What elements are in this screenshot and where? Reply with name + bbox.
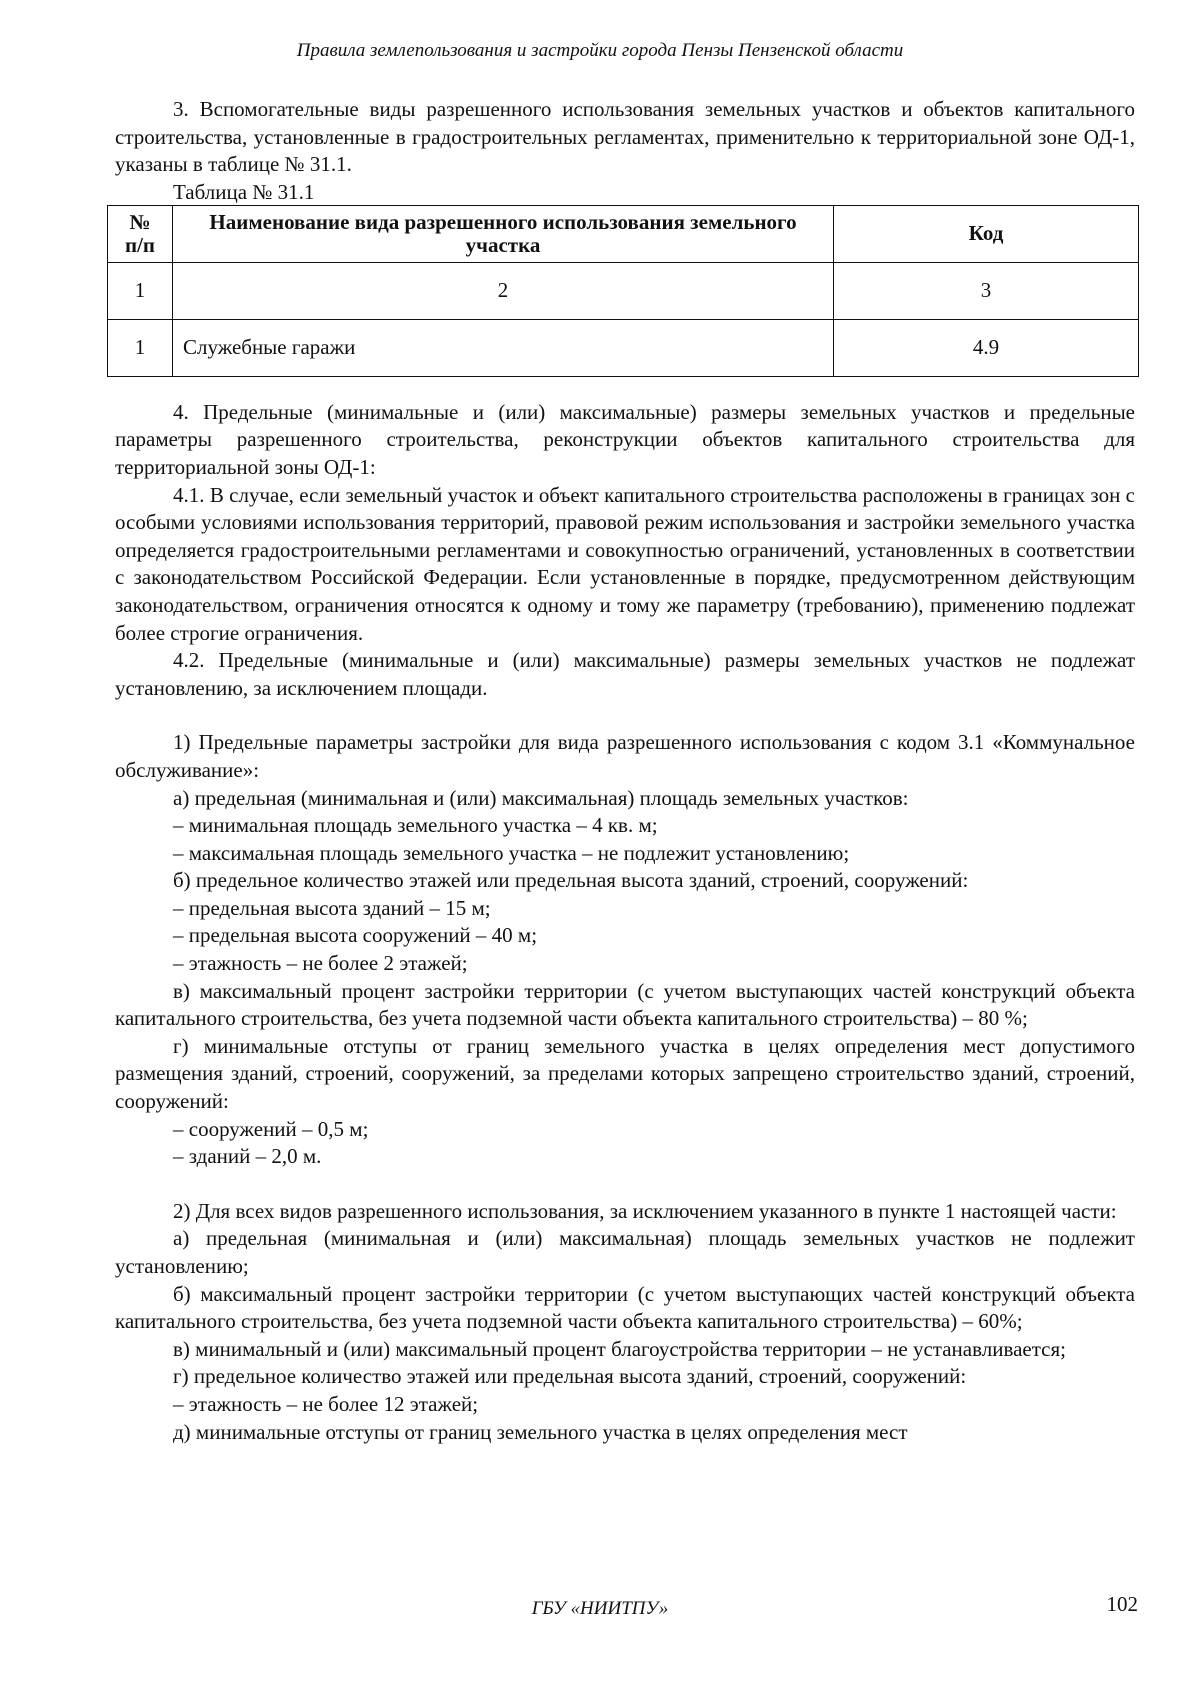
permitted-use-table — [107, 205, 1139, 377]
table-numbering-row — [108, 262, 1139, 319]
paragraph: – сооружений – 0,5 м; — [173, 1116, 369, 1141]
header-number: № п/п — [108, 205, 173, 262]
paragraph: д) минимальные отступы от границ земельного участка в целях определения мест — [173, 1419, 908, 1444]
table-cell: 1 — [108, 319, 173, 376]
paragraph: б) предельное количество этажей или предельная высота зданий, строений, сооружений: — [173, 868, 969, 893]
table-caption: Таблица № 31.1 — [173, 179, 315, 204]
paragraph: г) предельное количество этажей или предельная высота зданий, строений, сооружений: — [173, 1364, 967, 1389]
paragraph: 4.1. В случае, если земельный участок и объект капитального строительства расположены в границах зон с особыми условиями использования территорий, правовой режим использования и застройки земельного участка определяется градостроительными регламентами и совокупностью ограничений, установленных в соответствии с законодательством Российской Федерации. Если установленные в порядке, предусмотренном действующим законодательством, ограничения относятся к одному и тому же параметру (требованию), применению подлежат более строгие ограничения. — [115, 482, 1135, 645]
table-cell: 4.9 — [834, 319, 1139, 376]
paragraph-intro: 3. Вспомогательные виды разрешенного использования земельных участков и объектов капитального строительства, установленные в градостроительных регламентах, применительно к территориальной зоне ОД-1, указаны в таблице № 31.1. — [115, 97, 1135, 177]
paragraph: 4. Предельные (минимальные и (или) максимальные) размеры земельных участков и предельные параметры разрешенного строительства, реконструкции объектов капитального строительства для территориальной зоны ОД-1: — [115, 399, 1135, 479]
paragraph: – этажность – не более 12 этажей; — [173, 1391, 479, 1416]
paragraph: б) максимальный процент застройки территории (с учетом выступающих частей конструкций объекта капитального строительства, без учета подземной части объекта капитального строительства) – 60%; — [115, 1281, 1135, 1334]
paragraph: а) предельная (минимальная и (или) максимальная) площадь земельных участков не подлежит установлению; — [115, 1226, 1135, 1278]
paragraph: в) максимальный процент застройки территории (с учетом выступающих частей конструкций объекта капитального строительства, без учета подземной части объекта капитального строительства) – 80 %; — [115, 978, 1135, 1031]
paragraph: 1) Предельные параметры застройки для вида разрешенного использования с кодом 3.1 «Коммунальное обслуживание»: — [115, 730, 1135, 782]
paragraph: – предельная высота сооружений – 40 м; — [173, 923, 538, 948]
paragraph: в) минимальный и (или) максимальный процент благоустройства территории – не устанавливается; — [173, 1336, 1066, 1361]
header-use-name: Наименование вида разрешенного использования земельного участка — [173, 205, 834, 262]
footer-org: ГБУ «НИИТПУ» — [531, 1598, 669, 1619]
section-limits — [115, 399, 1135, 703]
table-cell: Служебные гаражи — [173, 319, 834, 376]
paragraph: – минимальная площадь земельного участка – 4 кв. м; — [173, 813, 658, 838]
table-cell: 3 — [834, 262, 1139, 319]
paragraph: а) предельная (минимальная и (или) максимальная) площадь земельных участков: — [173, 785, 909, 810]
paragraph: – максимальная площадь земельного участка – не подлежит установлению; — [173, 840, 850, 865]
table-header-row — [108, 205, 1139, 262]
section-all-uses — [115, 1198, 1135, 1446]
table-cell: 1 — [108, 262, 173, 319]
running-header: Правила землепользования и застройки города Пензы Пензенской области — [296, 40, 904, 61]
document-body — [115, 96, 1135, 1446]
header-code: Код — [834, 205, 1139, 262]
paragraph: – зданий – 2,0 м. — [173, 1144, 322, 1169]
section-utility-service — [115, 729, 1135, 1171]
paragraph: 4.2. Предельные (минимальные и (или) максимальные) размеры земельных участков не подлежат установлению, за исключением площади. — [115, 648, 1135, 700]
page-number: 102 — [1106, 1592, 1138, 1616]
paragraph: – этажность – не более 2 этажей; — [173, 951, 468, 976]
paragraph: 2) Для всех видов разрешенного использования, за исключением указанного в пункте 1 настоящей части: — [173, 1198, 1117, 1223]
paragraph: г) минимальные отступы от границ земельного участка в целях определения мест допустимого размещения зданий, строений, сооружений, за пределами которых запрещено строительство зданий, строений, сооружений: — [115, 1033, 1135, 1114]
table-cell: 2 — [173, 262, 834, 319]
table-row — [108, 319, 1139, 376]
paragraph: – предельная высота зданий – 15 м; — [173, 895, 491, 920]
